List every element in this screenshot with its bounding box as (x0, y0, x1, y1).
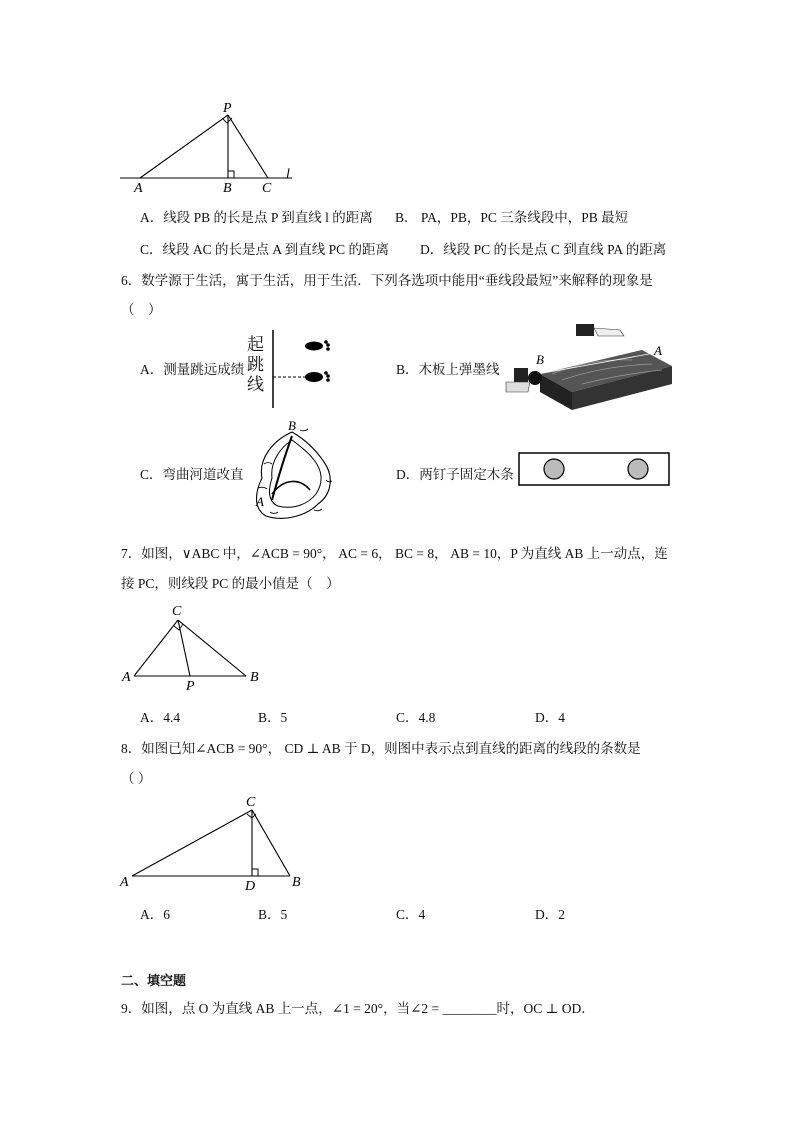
start-line-label-3: 线 (247, 375, 264, 395)
q6-option-d: D．两钉子固定木条 (396, 467, 514, 482)
q6-option-c: C．弯曲河道改直 (140, 467, 244, 482)
q8-option-b: B．5 (258, 907, 288, 922)
q8-paren: （ ） (121, 771, 152, 786)
fig5-label-A: A (134, 181, 143, 194)
q7-label-C: C (172, 604, 182, 619)
fig5-label-P: P (223, 101, 232, 116)
q8-stem: 8．如图已知∠ACB = 90°， CD ⊥ AB 于 D，则图中表示点到直线的距离的线段的条数是 (121, 741, 641, 756)
fig5-label-B: B (223, 181, 232, 194)
q7-label-P: P (186, 679, 195, 694)
start-line-label-1: 起 (247, 335, 264, 355)
q5-option-c: C．线段 AC 的长是点 A 到直线 PC 的距离 (140, 242, 390, 257)
nail-icon (628, 459, 648, 479)
q7-label-A: A (122, 670, 131, 685)
q5-figure (110, 98, 310, 194)
q5-option-d: D．线段 PC 的长是点 C 到直线 PA 的距离 (420, 242, 667, 257)
q6-c-label-B: B (288, 418, 296, 433)
q6-stem: 6．数学源于生活，寓于生活，用于生活．下列各选项中能用“垂线段最短”来解释的现象是 (121, 273, 653, 288)
start-line-label-2: 跳 (247, 355, 264, 375)
q6-b-label-A: A (654, 343, 662, 358)
q6-option-a: A．测量跳远成绩 (140, 362, 245, 377)
q9-stem: 9．如图，点 O 为直线 AB 上一点，∠1 = 20°，当∠2 = ________时，OC ⊥ OD． (121, 1001, 595, 1016)
q7-option-c: C．4.8 (396, 710, 436, 725)
q7-figure (114, 600, 274, 694)
footprint-icon (305, 340, 330, 382)
q6-option-b: B．木板上弹墨线 (396, 362, 500, 377)
q6-c-label-A: A (256, 494, 264, 509)
q5-option-b: B． PA，PB，PC 三条线段中，PB 最短 (395, 210, 629, 225)
q5-option-a: A．线段 PB 的长是点 P 到直线 l 的距离 (140, 210, 373, 225)
q6-paren: （ ） (121, 302, 162, 317)
q7-label-B: B (250, 670, 259, 685)
q6-c-figure (244, 418, 336, 528)
q6-d-figure (518, 452, 672, 488)
q8-option-a: A．6 (140, 907, 170, 922)
q6-b-label-B: B (536, 352, 544, 367)
nail-icon (544, 459, 564, 479)
fig5-label-C: C (262, 181, 272, 194)
q6-b-figure (502, 322, 674, 412)
fig5-label-l: l (286, 167, 290, 182)
q7-option-a: A．4.4 (140, 710, 181, 725)
q8-option-c: C．4 (396, 907, 426, 922)
q8-label-C: C (246, 795, 256, 810)
q8-label-A: A (120, 875, 129, 890)
q7-stem-line1: 7．如图，∨ABC 中，∠ACB = 90°， AC = 6， BC = 8， AB = 10，P 为直线 AB 上一动点，连 (121, 546, 668, 561)
q6-a-figure (244, 330, 344, 410)
q7-stem-line2: 接 PC，则线段 PC 的最小值是（ ） (121, 576, 340, 591)
q8-label-B: B (292, 875, 301, 890)
q7-option-b: B．5 (258, 710, 288, 725)
section-heading: 二、填空题 (121, 973, 187, 988)
q8-label-D: D (245, 879, 256, 894)
q7-option-d: D．4 (535, 710, 565, 725)
q8-option-d: D．2 (535, 907, 565, 922)
q8-figure (114, 790, 314, 894)
